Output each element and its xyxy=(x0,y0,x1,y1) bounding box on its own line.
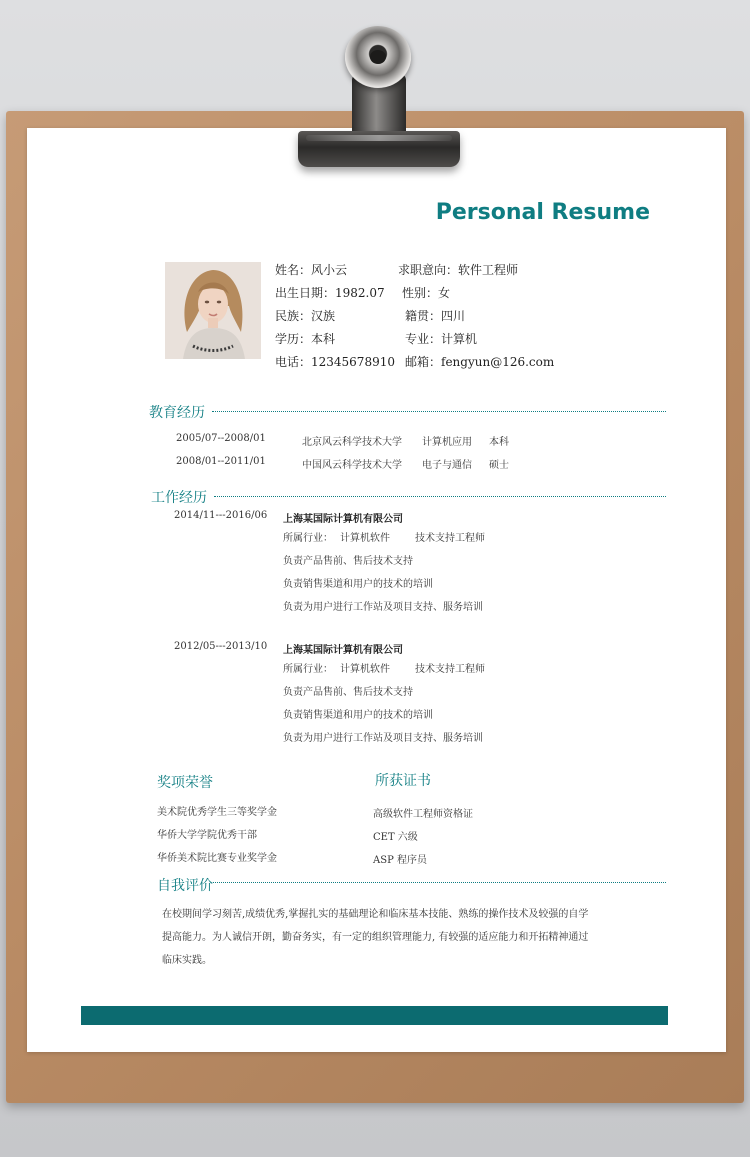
education-section-title: 教育经历 xyxy=(149,405,205,421)
section-divider xyxy=(212,411,666,412)
work-section-title: 工作经历 xyxy=(151,490,207,506)
certificate-item: ASP 程序员 xyxy=(373,855,427,866)
work-position: 技术支持工程师 xyxy=(415,533,485,544)
education-degree: 硕士 xyxy=(489,460,509,471)
education-school: 北京风云科学技术大学 xyxy=(302,437,402,448)
certificate-item: 高级软件工程师资格证 xyxy=(373,809,473,820)
work-duty: 负责销售渠道和用户的技术的培训 xyxy=(283,579,433,590)
binder-clip-icon xyxy=(298,131,460,167)
email-field: 邮箱：fengyun@126.com xyxy=(405,355,555,369)
binder-clip-ring xyxy=(345,26,411,88)
education-period: 2008/01--2011/01 xyxy=(176,456,266,467)
profile-photo xyxy=(165,262,261,359)
section-divider xyxy=(214,496,666,497)
work-industry: 计算机软件 xyxy=(340,664,390,675)
certificate-item: CET 六级 xyxy=(373,832,418,843)
education-degree: 本科 xyxy=(489,437,509,448)
award-item: 华侨美术院比赛专业奖学金 xyxy=(157,853,277,864)
work-duty: 负责产品售前、售后技术支持 xyxy=(283,687,413,698)
certificates-section-title: 所获证书 xyxy=(375,773,431,789)
work-period: 2014/11---2016/06 xyxy=(174,510,268,521)
footer-accent-bar xyxy=(81,1006,668,1025)
education-major: 计算机应用 xyxy=(422,437,472,448)
work-period: 2012/05---2013/10 xyxy=(174,641,268,652)
education-level-field: 学历：本科 xyxy=(275,332,336,346)
resume-title: Personal Resume xyxy=(435,200,650,225)
education-period: 2005/07--2008/01 xyxy=(176,433,266,444)
major-field: 专业：计算机 xyxy=(405,332,478,346)
gender-field: 性别：女 xyxy=(402,286,451,300)
education-major: 电子与通信 xyxy=(422,460,472,471)
phone-field: 电话：12345678910 xyxy=(275,355,395,369)
work-company: 上海某国际计算机有限公司 xyxy=(283,645,403,656)
work-duty: 负责为用户进行工作站及项目支持、服务培训 xyxy=(283,602,483,613)
work-duty: 负责销售渠道和用户的技术的培训 xyxy=(283,710,433,721)
section-divider xyxy=(213,882,666,883)
self-evaluation-title: 自我评价 xyxy=(157,878,213,894)
work-industry-label: 所属行业： xyxy=(283,664,333,675)
self-evaluation-line: 在校期间学习刻苦,成绩优秀,掌握扎实的基础理论和临床基本技能、熟练的操作技术及较强的自学 xyxy=(162,909,589,920)
work-industry: 计算机软件 xyxy=(340,533,390,544)
self-evaluation-line: 提高能力。为人诚信开朗，勤奋务实，有一定的组织管理能力, 有较强的适应能力和开拓精神通过 xyxy=(162,932,589,943)
awards-section-title: 奖项荣誉 xyxy=(157,775,213,791)
self-evaluation-line: 临床实践。 xyxy=(162,955,212,966)
work-position: 技术支持工程师 xyxy=(415,664,485,675)
work-industry-label: 所属行业： xyxy=(283,533,333,544)
work-company: 上海某国际计算机有限公司 xyxy=(283,514,403,525)
work-duty: 负责为用户进行工作站及项目支持、服务培训 xyxy=(283,733,483,744)
birth-date-field: 出生日期：1982.07 xyxy=(275,286,385,300)
education-school: 中国风云科学技术大学 xyxy=(302,460,402,471)
job-intention-field: 求职意向：软件工程师 xyxy=(398,263,519,277)
native-place-field: 籍贯：四川 xyxy=(405,309,466,323)
ethnicity-field: 民族：汉族 xyxy=(275,309,336,323)
award-item: 美术院优秀学生三等奖学金 xyxy=(157,807,277,818)
award-item: 华侨大学学院优秀干部 xyxy=(157,830,257,841)
name-field: 姓名：风小云 xyxy=(275,263,348,277)
work-duty: 负责产品售前、售后技术支持 xyxy=(283,556,413,567)
